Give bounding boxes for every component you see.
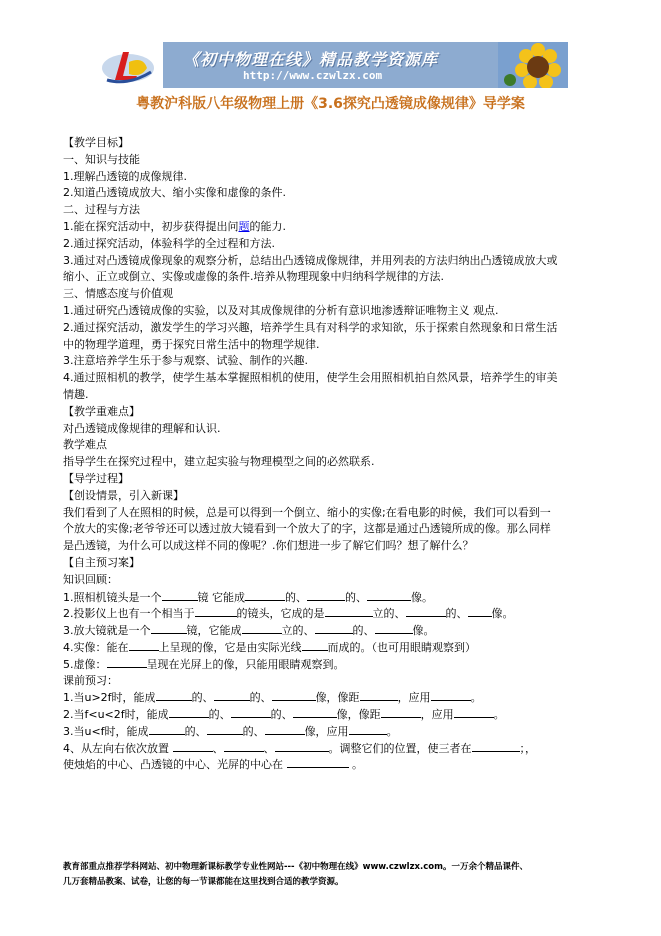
blank-field[interactable] (468, 605, 492, 617)
blank-field[interactable] (231, 706, 271, 718)
text-line: 个放大的实像;老爷爷还可以透过放大镜看到一个放大了的字，这都是通过凸透镜所成的像。那么同样 (63, 522, 551, 536)
blank-field[interactable] (195, 605, 237, 617)
exercise-line (63, 622, 593, 639)
blank-field[interactable] (307, 589, 345, 601)
text-segment: 课前预习： (63, 673, 118, 687)
blank-field[interactable] (454, 706, 494, 718)
text-segment: ，应用 (397, 691, 431, 705)
blank-field[interactable] (149, 723, 185, 735)
blank-field[interactable] (325, 605, 373, 617)
banner-title: 《初中物理在线》精品教学资源库 (183, 50, 439, 69)
text-line: 2.通过探究活动，激发学生的学习兴趣，培养学生具有对科学的求知欲，乐于探索自然现象和日常生活 (63, 320, 558, 334)
exercise-line (63, 689, 593, 706)
exercise-line (63, 639, 593, 656)
text-line: 对凸透镜成像规律的理解和认识. (63, 421, 221, 435)
blank-field[interactable] (129, 639, 159, 651)
blank-field[interactable] (272, 689, 316, 701)
text-segment: 。 (493, 708, 505, 722)
blank-field[interactable] (107, 656, 147, 668)
blank-field[interactable] (173, 740, 213, 752)
blank-field[interactable] (315, 622, 353, 634)
blank-field[interactable] (293, 706, 337, 718)
text-line: 二、过程与方法 (63, 203, 140, 217)
text-segment: 。 (386, 724, 398, 738)
text-segment: 的、 (184, 724, 207, 738)
text-segment: 镜 它能成 (197, 590, 245, 604)
blank-field[interactable] (207, 723, 243, 735)
text-segment: 的、 (345, 590, 367, 604)
text-line: 缩小、正立或倒立、实像或虚像的条件.培养从物理现象中归纳科学规律的方法. (63, 270, 444, 284)
text-line: 2.通过探究活动，体验科学的全过程和方法. (63, 236, 275, 250)
text-segment: ，应用 (420, 708, 454, 722)
exercise-line (63, 723, 593, 740)
text-line: 【教学目标】 (63, 136, 129, 149)
text-segment: 2.投影仪上也有一个相当于 (63, 607, 195, 621)
blank-field[interactable] (472, 740, 520, 752)
footer (63, 860, 603, 890)
text-segment: 呈现在光屏上的像，只能用眼睛观察到。 (146, 657, 345, 671)
blank-field[interactable] (431, 689, 471, 701)
blank-field[interactable] (375, 622, 413, 634)
blank-field[interactable] (302, 639, 328, 651)
exercise-line (63, 740, 593, 757)
exercise-line (63, 706, 593, 723)
text-line: 指导学生在探究过程中，建立起实验与物理模型之间的必然联系. (63, 455, 375, 469)
text-segment: 。调整它们的位置，使三者在 (328, 741, 472, 755)
blank-field[interactable] (265, 723, 305, 735)
text-segment: 的、 (242, 724, 265, 738)
text-line: 1.通过研究凸透镜成像的实验，以及对其成像规律的分析有意识地渗透辩证唯物主义 观点. (63, 303, 499, 317)
text-line: 教学难点 (63, 438, 107, 452)
text-segment: 、 (263, 741, 275, 755)
exercise-line (63, 656, 593, 673)
text-line: 是凸透镜，为什么可以成这样不同的像呢？.你们想进一步了解它们吗？想了解什么？ (63, 539, 474, 553)
blank-field[interactable] (169, 706, 209, 718)
text-line: 【自主预习案】 (63, 555, 140, 569)
blank-field[interactable] (245, 589, 285, 601)
text-segment: 3.放大镜就是一个 (63, 624, 151, 638)
blank-field[interactable] (360, 689, 398, 701)
fill-in-exercises (63, 589, 593, 774)
text-segment: 镜，它能成 (186, 624, 242, 638)
text-segment: 2.当f<u<2f时，能成 (63, 708, 169, 722)
blank-field[interactable] (224, 740, 264, 752)
text-segment: 4、从左向右依次放置 (63, 741, 173, 755)
text-line: 4.通过照相机的教学，使学生基本掌握照相机的使用，使学生会用照相机拍自然风景，培养学生的审美 (63, 371, 558, 385)
text-line: 3.通过对凸透镜成像现象的观察分析，总结出凸透镜成像规律，并用列表的方法归纳出凸透镜成放大或 (63, 253, 558, 267)
text-line: 情趣. (63, 387, 89, 401)
blank-field[interactable] (214, 689, 250, 701)
text-segment: 1.当u>2f时，能成 (63, 691, 156, 705)
text-line: 3.注意培养学生乐于参与观察、试验、制作的兴趣. (63, 354, 308, 368)
text-segment: 像。 (412, 624, 435, 638)
text-segment: 立的、 (372, 607, 406, 621)
page-title: 粤教沪科版八年级物理上册《3.6探究凸透镜成像规律》导学案 (136, 96, 525, 112)
text-segment: 的、 (191, 691, 214, 705)
text-segment: 。 (348, 758, 363, 772)
footer-line: 几万套精品教案、试卷，让您的每一节课都能在这里找到合适的教学资源。 (63, 877, 344, 887)
text-segment: 像，像距 (315, 691, 360, 705)
footer-line: 教育部重点推荐学科网站、初中物理新课标教学专业性网站---《初中物理在线》www.czwlzx.com。一万余个精品课件、 (63, 862, 528, 872)
text-line: 【教学重难点】 (63, 404, 140, 418)
text-segment: 像，应用 (304, 724, 349, 738)
text-line: 我们看到了人在照相的时候，总是可以得到一个倒立、缩小的实像;在看电影的时候，我们可以看到一 (63, 505, 551, 519)
exercise-line (63, 589, 593, 606)
banner-url: http://www.czwlzx.com (243, 69, 383, 82)
text-segment: 上呈现的像，它是由实际光线 (158, 640, 302, 654)
exercise-line (63, 605, 593, 622)
blank-field[interactable] (242, 622, 282, 634)
text-segment: 立的、 (281, 624, 315, 638)
text-line: 【创设情景，引入新课】 (63, 488, 184, 502)
exercise-line (63, 756, 593, 773)
header-banner (93, 42, 568, 88)
text-line: 中的物理学道理，勇于探究日常生活中的物理学规律. (63, 337, 320, 351)
blank-field[interactable] (151, 622, 187, 634)
text-segment: 而成的。（也可用眼睛观察到） (327, 640, 476, 654)
blank-field[interactable] (287, 756, 349, 768)
sunflower-image (498, 42, 568, 88)
site-logo (93, 42, 163, 88)
text-line: 2.知道凸透镜成放大、缩小实像和虚像的条件. (63, 186, 286, 200)
question-link[interactable]: 题 (238, 219, 250, 233)
text-segment: 3.当u<f时，能成 (63, 724, 149, 738)
text-segment: 的能力. (249, 219, 286, 233)
text-segment: 1.照相机镜头是一个 (63, 590, 162, 604)
document-body (63, 135, 593, 773)
text-line (63, 219, 593, 236)
exercise-line (63, 673, 593, 690)
text-segment: 的、 (285, 590, 307, 604)
blank-field[interactable] (381, 706, 421, 718)
text-segment: 使烛焰的中心、凸透镜的中心、光屏的中心在 (63, 758, 287, 772)
text-segment: 、 (212, 741, 224, 755)
text-segment: 。 (470, 691, 482, 705)
text-segment: ；， (519, 741, 536, 755)
text-segment: 的、 (445, 607, 468, 621)
text-line: 1.理解凸透镜的成像规律. (63, 169, 187, 183)
text-segment: 像，像距 (336, 708, 381, 722)
text-line: 【导学过程】 (63, 471, 129, 485)
text-segment: 的、 (352, 624, 375, 638)
text-segment: 像。 (411, 590, 433, 604)
blank-field[interactable] (406, 605, 446, 617)
blank-field[interactable] (367, 589, 411, 601)
blank-field[interactable] (156, 689, 192, 701)
text-segment: 的、 (249, 691, 272, 705)
text-segment: 1.能在探究活动中，初步获得提出问 (63, 219, 239, 233)
text-segment: 5.虚像： (63, 657, 107, 671)
text-segment: 像。 (491, 607, 514, 621)
text-segment: 的、 (270, 708, 293, 722)
text-segment: 4.实像：能在 (63, 640, 129, 654)
blank-field[interactable] (349, 723, 387, 735)
text-segment: 的、 (208, 708, 231, 722)
text-line: 一、知识与技能 (63, 152, 140, 166)
text-line: 三、情感态度与价值观 (63, 287, 173, 301)
blank-field[interactable] (162, 589, 198, 601)
text-segment: 的镜头，它成的是 (236, 607, 325, 621)
blank-field[interactable] (275, 740, 329, 752)
text-line: 知识回顾： (63, 572, 118, 586)
